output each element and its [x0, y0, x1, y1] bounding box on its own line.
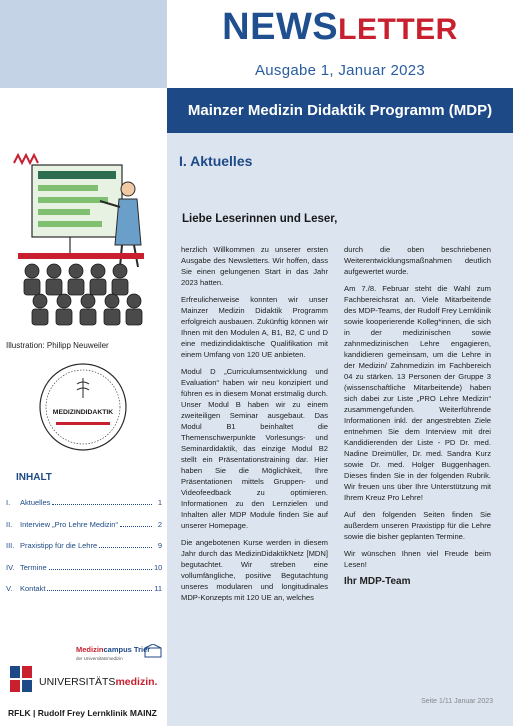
toc-page: 1 — [157, 498, 162, 507]
paragraph: Auf den folgenden Seiten finden Sie außerdem unseren Praxistipp für die Lehre sowie die bisher geplanten Termine. — [344, 510, 491, 541]
toc-number: V. — [6, 584, 13, 593]
toc-leader — [99, 547, 152, 548]
main-content — [167, 133, 513, 726]
toc-page: 2 — [157, 519, 162, 529]
program-title: Mainzer Medizin Didaktik Programm (MDP) — [187, 102, 493, 119]
toc-number: III. — [6, 541, 15, 550]
toc-label: Kontakt — [20, 584, 46, 593]
toc-page: 9 — [157, 541, 162, 550]
rflk-logo: RFLK | Rudolf Frey Lernklinik MAINZ — [8, 708, 157, 718]
masthead — [167, 0, 513, 88]
title-part-letter: LETTER — [338, 13, 458, 46]
lecturer-illustration — [10, 149, 157, 329]
toc-item-termine[interactable] — [6, 563, 162, 585]
toc-number: IV. — [6, 562, 15, 572]
toc-label: Aktuelles — [20, 498, 51, 507]
table-of-contents — [6, 498, 162, 606]
issue-line: Ausgabe 1, Januar 2023 — [254, 62, 426, 79]
toc-leader — [52, 504, 152, 505]
toc-number: II. — [6, 519, 13, 529]
paragraph: Erfreulicherweise konnten wir unser Mainzer Medizin Didaktik Programm erfolgreich ausbauen. Zukünftig können wir Ihnen mit den Modulen A, B1, B2, C und D eine medizindidaktische Qualifikation mit einem Umfang von 120 UE anbieten. — [181, 295, 328, 359]
toc-item-kontakt[interactable] — [6, 584, 162, 606]
title-part-news: NEWS — [222, 6, 339, 48]
program-band — [167, 88, 513, 133]
paragraph: Wir wünschen Ihnen viel Freude beim Lesen! — [344, 549, 491, 569]
left-column — [181, 244, 328, 609]
medizincampus-logo: Medizincampus Trier — [76, 645, 151, 654]
signature: Ihr MDP-Team — [344, 576, 411, 587]
paragraph: Die angebotenen Kurse werden in diesem Jahr durch das MedizinDidaktikNetz [MDN] begutachtet. Wir streben eine vollumfängliche, positive Begutachtung unseres modularen und longitudinales MDP-Konzepts mit 120 UE an, welches — [181, 538, 328, 602]
greeting: Liebe Leserinnen und Leser, — [182, 213, 338, 225]
section-title: I. Aktuelles — [179, 153, 253, 169]
toc-title: INHALT — [16, 472, 52, 483]
toc-page: 10 — [154, 562, 163, 572]
header-accent-block — [0, 0, 167, 88]
toc-page: 11 — [154, 584, 162, 593]
paragraph: herzlich Willkommen zu unserer ersten Ausgabe des Newsletters. Wir hoffen, dass Sie einen gelungenen Start in das Jahr 2023 hatten. — [181, 245, 328, 287]
sidebar — [0, 133, 167, 726]
medizincampus-subtitle: der Universitätsmedizin — [76, 656, 123, 661]
toc-item-aktuelles[interactable] — [6, 498, 162, 520]
toc-label: Praxistipp für die Lehre — [20, 541, 98, 550]
seal-text: MEDIZINDIDAKTIK — [52, 409, 114, 416]
right-column — [344, 244, 491, 587]
toc-leader — [47, 590, 152, 591]
toc-leader — [49, 569, 152, 570]
paragraph: durch die oben beschriebenen Weiterentwicklungsmaßnahmen deutlich aufgewertet wurde. — [344, 245, 491, 276]
illustration-credit: Illustration: Philipp Neuweiler — [6, 341, 109, 350]
paragraph: Modul D „Curriculumsentwicklung und Evaluation“ haben wir neu konzipiert und führen es in diesem Monat erstmalig durch. Unser Modul B haben wir zu einem zweiteiligen Seminar ausgebaut. Das Modul B1 beinhaltet die Themenschwerpunkte Vorlesungs- und Seminardidaktik, das einzige Modul B2 stellt ein Präsentationstraining dar. Hier haben Sie die Möglichkeit, Ihre Präsentationen mittels Gruppen- und Videofeedback zu optimieren. Informationen zu den Lernzielen und Inhalten aller MDP Module finden Sie auf unserer Homepage. — [181, 367, 328, 530]
toc-label: Interview „Pro Lehre Medizin“ — [20, 519, 118, 529]
toc-leader — [120, 526, 152, 527]
toc-item-praxistipp[interactable] — [6, 541, 162, 563]
partner-logos — [6, 636, 166, 724]
page-footer: Seite 1/11 Januar 2023 — [421, 698, 493, 705]
toc-label: Termine — [20, 562, 47, 572]
newsletter-title — [167, 2, 513, 55]
paragraph: Am 7./8. Februar steht die Wahl zum Fachbereichsrat an. Viele Mitarbeitende des MDP-Teams, der Rudolf Frey Lernklinik sowie kooperierende Kolleg*innen, die sich in der medizinischen sowie zahnmedizinischen Lehre engagieren, kandidieren gemeinsam, um die Lehre in der Medizin/ Zahnmedizin im Fachbereich 04 zu stärken. 13 Personen der Gruppe 3 (wissenschaftliche Mitarbeitende) haben sich dabei zur Liste „PRO Lehre Medizin“ zusammengefunden. Weiterführende Informationen inkl. der angestrebten Ziele entnehmen Sie dem Interview mit drei Kandidierenden der Liste - PD Dr. med. Nadine Dreimüller, Dr. med. Sandra Kurz sowie Dr. med. Holger Buggenhagen. Dieses finden Sie in der folgenden Rubrik. Wir freuen uns über Ihre Unterstützung mit Ihrem Kreuz Pro Lehre! — [344, 284, 491, 502]
medizindidaktik-seal — [38, 362, 128, 452]
building-icon — [144, 644, 162, 658]
universitaetsmedizin-logo: UNIVERSITÄTSmedizin. — [39, 676, 158, 688]
toc-number: I. — [6, 498, 11, 507]
toc-item-interview[interactable] — [6, 520, 162, 542]
universitaetsmedizin-emblem-icon — [8, 664, 36, 694]
